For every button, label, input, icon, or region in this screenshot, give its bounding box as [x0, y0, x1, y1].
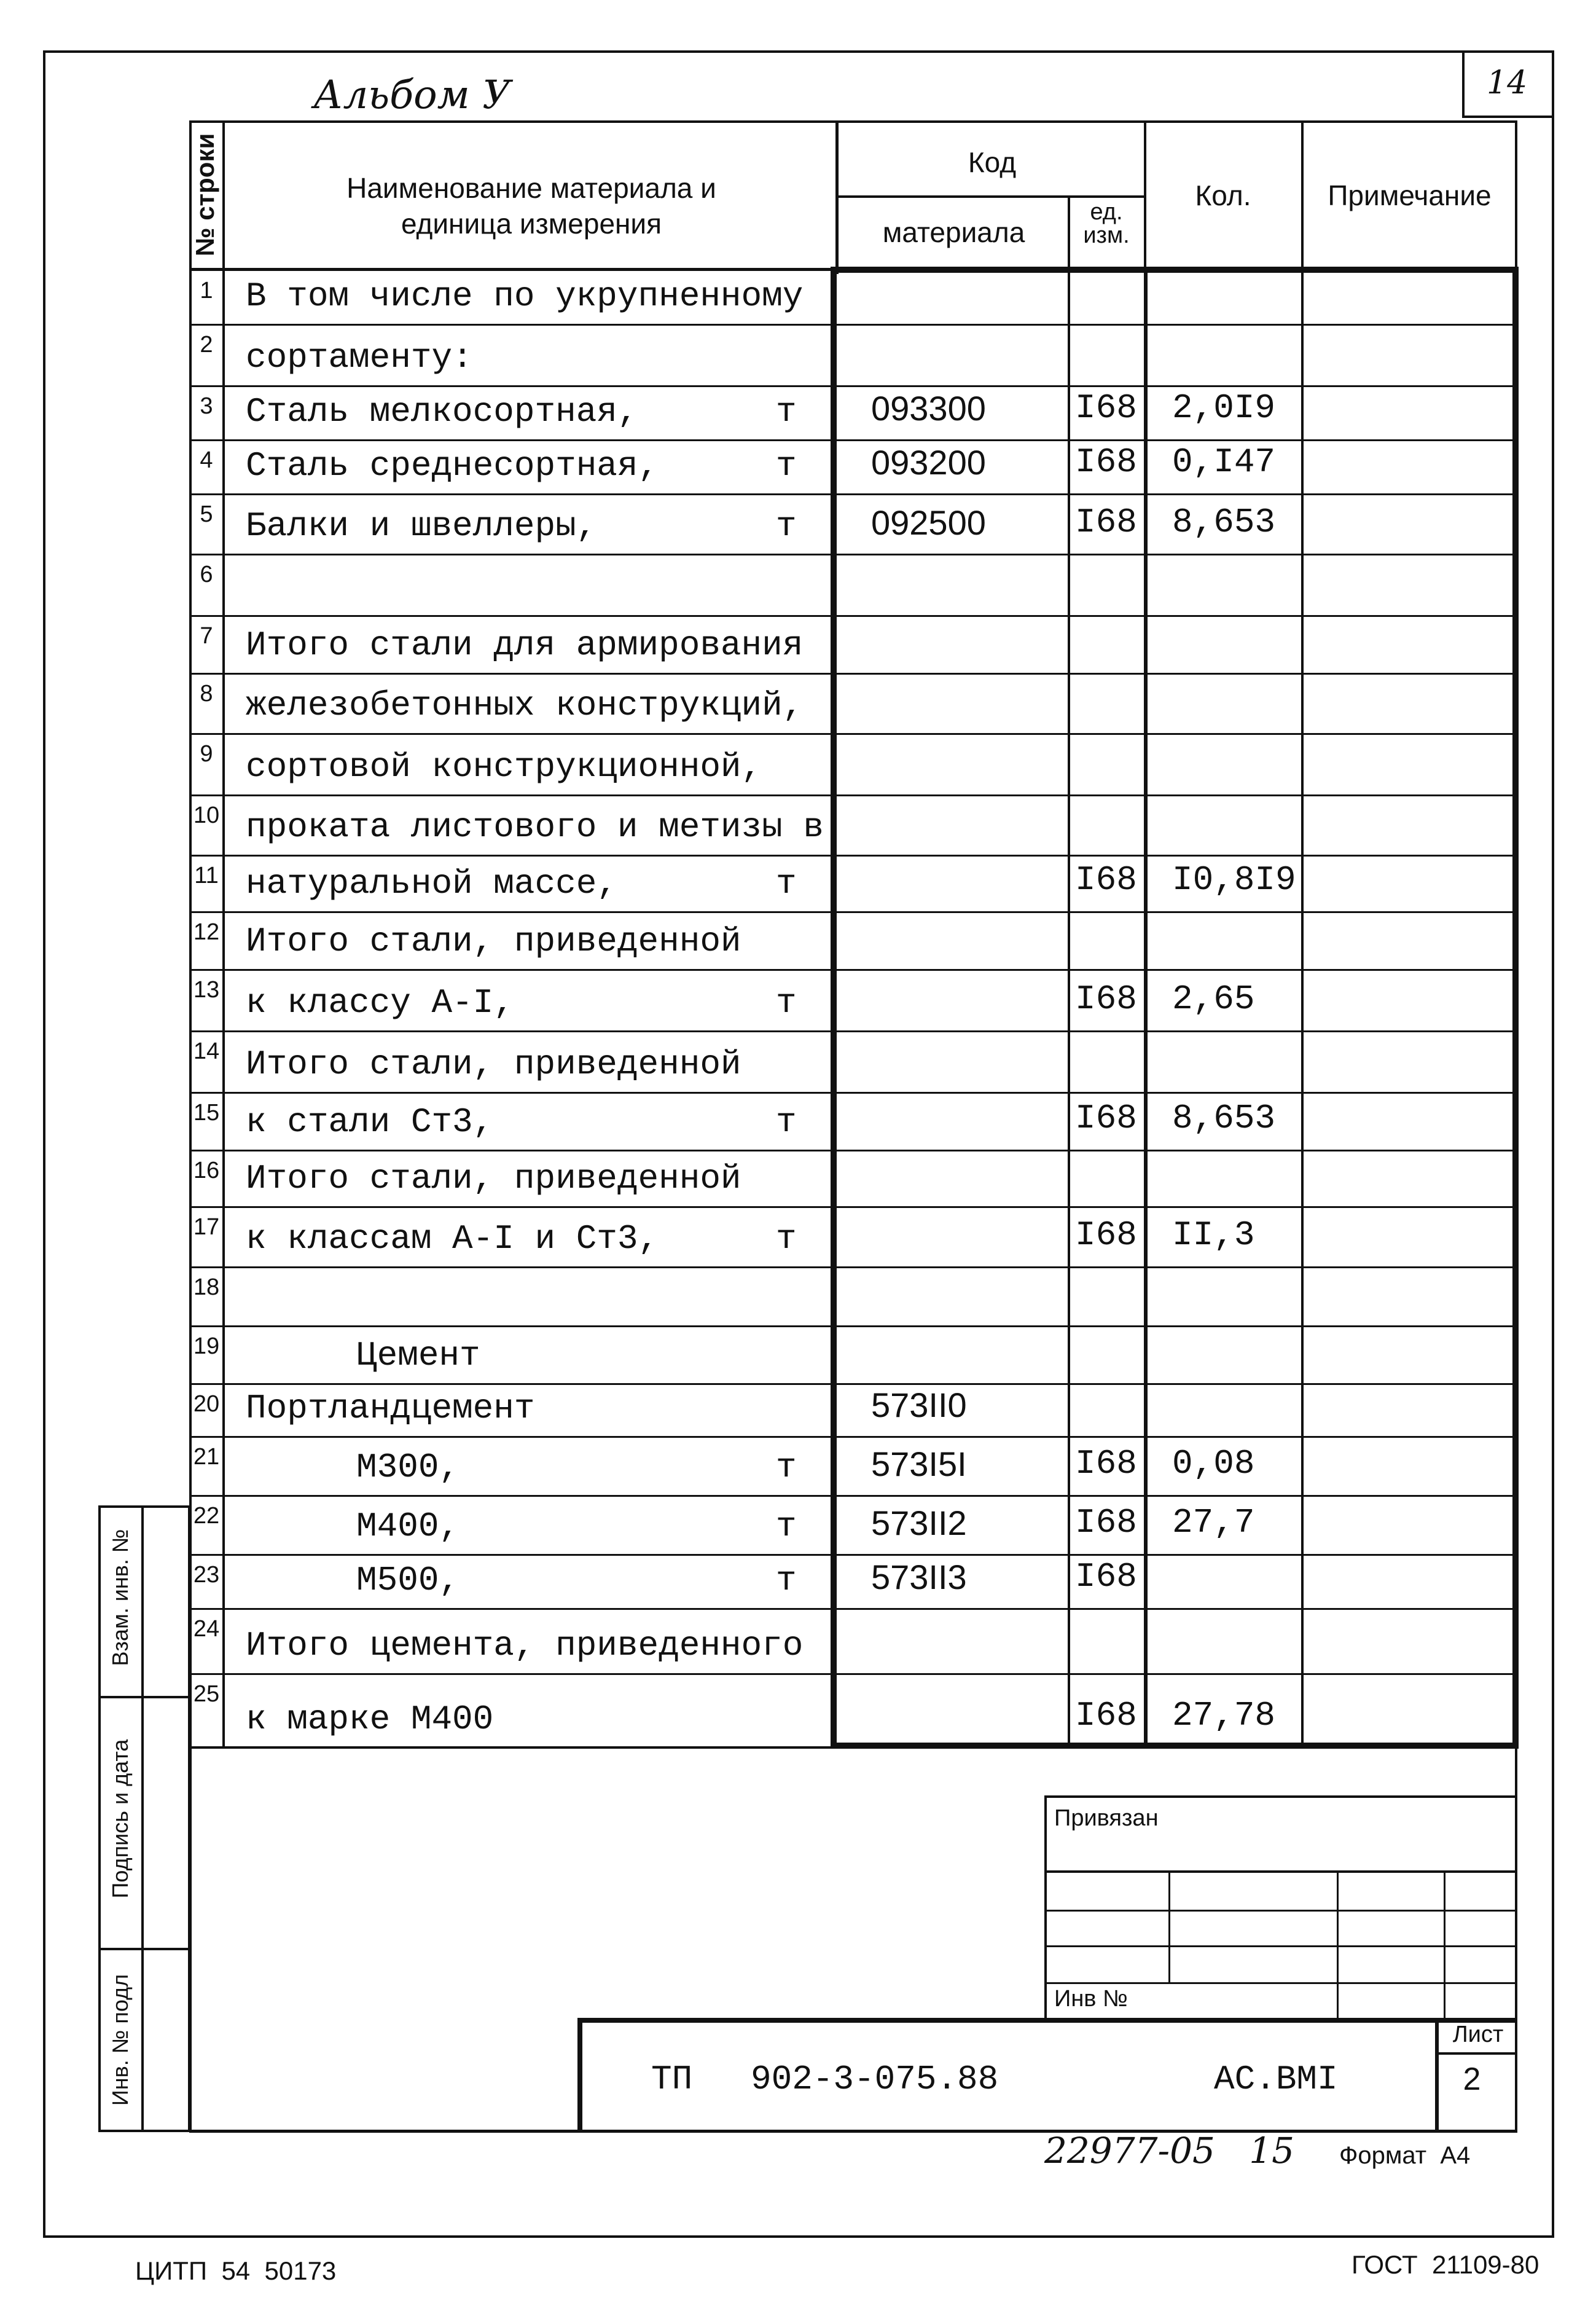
table-row	[189, 387, 1517, 441]
material-name: Итого цемента, приведенного	[246, 1626, 804, 1665]
unit-label: т	[776, 446, 797, 485]
header-code-unit: ед. изм.	[1083, 199, 1130, 248]
unit-label: т	[776, 983, 797, 1022]
material-name: Итого стали для армирования	[246, 626, 804, 665]
quantity: 0,08	[1172, 1444, 1255, 1483]
inv-no-label: Инв №	[1054, 1986, 1128, 2012]
unit-code: I68	[1075, 1215, 1137, 1255]
table-row	[189, 272, 1517, 326]
material-name: к марке М400	[246, 1700, 494, 1739]
row-number: 21	[193, 1444, 220, 1470]
unit-code: I68	[1075, 442, 1137, 482]
row-number: 1	[200, 278, 213, 304]
unit-label: т	[776, 1219, 797, 1258]
table-row	[189, 1032, 1517, 1094]
table-row	[189, 913, 1517, 971]
header-name: Наименование материала и единица измерения	[346, 172, 716, 240]
doc-number: 902-3-075.88	[751, 2060, 999, 2099]
table-row	[189, 1208, 1517, 1268]
material-name: к стали Ст3,	[246, 1102, 494, 1142]
unit-label: т	[776, 1561, 797, 1600]
quantity: 8,653	[1172, 503, 1276, 542]
bottom-handwritten-number: 22977-05 15	[1044, 2130, 1295, 2171]
header-qty: Кол.	[1195, 179, 1251, 211]
row-number: 15	[193, 1100, 220, 1126]
doc-code: АС.ВМI	[1214, 2060, 1338, 2099]
table-row	[189, 555, 1517, 617]
row-number: 13	[193, 977, 220, 1003]
unit-code: I68	[1075, 1557, 1137, 1596]
header-row-no: № строки	[190, 133, 219, 257]
row-number: 17	[193, 1214, 220, 1240]
table-row	[189, 326, 1517, 387]
unit-label: т	[776, 1102, 797, 1142]
table-row	[189, 441, 1517, 495]
unit-code: I68	[1075, 1099, 1137, 1138]
table-row	[189, 735, 1517, 796]
material-name: сортаменту:	[246, 338, 473, 377]
row-number: 12	[193, 919, 220, 945]
list-value: 2	[1463, 2061, 1481, 2097]
format-label: Формат А4	[1339, 2142, 1471, 2169]
material-name: сортовой конструкционной,	[246, 747, 762, 786]
table-row	[189, 971, 1517, 1032]
unit-label: т	[776, 506, 797, 546]
row-number: 8	[200, 681, 213, 707]
quantity: 0,I47	[1172, 442, 1276, 482]
stamp-inv-podl: Инв. № подл	[108, 1974, 133, 2106]
header-code: Код	[968, 146, 1017, 178]
quantity: 8,653	[1172, 1099, 1276, 1138]
table-row	[189, 796, 1517, 857]
material-name: В том числе по укрупненному	[246, 277, 804, 316]
unit-label: т	[776, 1448, 797, 1487]
quantity: II,3	[1172, 1215, 1255, 1255]
material-name: проката листового и метизы в	[246, 807, 824, 847]
unit-label: т	[776, 864, 797, 903]
album-label: Альбом У	[313, 73, 511, 118]
material-code: 092500	[871, 503, 986, 542]
row-number: 22	[193, 1503, 220, 1529]
table-row	[189, 1385, 1517, 1438]
material-name: Сталь мелкосортная,	[246, 392, 638, 431]
row-number: 19	[193, 1333, 220, 1359]
material-name: к классу А-I,	[246, 983, 514, 1022]
material-code: 573II2	[871, 1504, 967, 1542]
material-name: М300,	[356, 1448, 460, 1487]
material-name: Балки и швеллеры,	[246, 506, 597, 546]
table-row	[189, 1151, 1517, 1208]
material-name: Итого стали, приведенной	[246, 1045, 741, 1084]
list-label: Лист	[1452, 2022, 1504, 2047]
material-name: к классам А-I и Ст3,	[246, 1219, 659, 1258]
material-name: натуральной массе,	[246, 864, 617, 903]
stamp-vzam: Взам. инв. №	[108, 1529, 133, 1666]
table-row	[189, 1438, 1517, 1497]
row-number: 7	[200, 623, 213, 649]
unit-label: т	[776, 392, 797, 431]
table-row	[189, 1497, 1517, 1556]
privyazan-label: Привязан	[1054, 1805, 1159, 1831]
doc-tp: ТП	[651, 2060, 693, 2099]
row-number: 25	[193, 1681, 220, 1707]
row-number: 20	[193, 1391, 220, 1417]
header-note: Примечание	[1328, 179, 1492, 211]
quantity: 2,0I9	[1172, 388, 1276, 428]
row-number: 24	[193, 1616, 220, 1642]
table-row	[189, 1556, 1517, 1610]
row-number: 23	[193, 1562, 220, 1588]
row-number: 14	[193, 1038, 220, 1064]
row-number: 3	[200, 393, 213, 419]
quantity: 27,7	[1172, 1503, 1255, 1542]
footer-right: ГОСТ 21109-80	[1352, 2250, 1539, 2279]
footer-left: ЦИТП 54 50173	[135, 2256, 337, 2285]
material-name: Итого стали, приведенной	[246, 922, 741, 961]
table-row	[189, 1268, 1517, 1327]
row-number: 11	[194, 863, 219, 888]
material-name: Портландцемент	[246, 1389, 535, 1428]
material-code: 573II0	[871, 1386, 967, 1424]
table-row	[189, 1610, 1517, 1675]
unit-code: I68	[1075, 503, 1137, 542]
material-name: Итого стали, приведенной	[246, 1159, 741, 1198]
row-number: 4	[200, 447, 213, 473]
table-row	[189, 617, 1517, 675]
header-code-material: материала	[882, 216, 1025, 248]
material-name: железобетонных конструкций,	[246, 686, 804, 725]
material-code: 573I5I	[871, 1445, 967, 1483]
material-code: 093200	[871, 443, 986, 482]
material-code: 573II3	[871, 1558, 967, 1596]
unit-label: т	[776, 1507, 797, 1546]
table-row	[189, 495, 1517, 555]
row-number: 9	[200, 741, 213, 767]
stamp-podpis: Подпись и дата	[108, 1739, 133, 1899]
unit-code: I68	[1075, 388, 1137, 428]
row-number: 16	[193, 1158, 220, 1183]
table-row	[189, 857, 1517, 913]
unit-code: I68	[1075, 1696, 1137, 1735]
material-name: М400,	[356, 1507, 460, 1546]
table-row	[189, 675, 1517, 735]
row-number: 5	[200, 501, 213, 527]
row-number: 2	[200, 332, 213, 358]
unit-code: I68	[1075, 860, 1137, 900]
material-name: Цемент	[356, 1336, 480, 1375]
material-code: 093300	[871, 389, 986, 428]
unit-code: I68	[1075, 1444, 1137, 1483]
quantity: 27,78	[1172, 1696, 1276, 1735]
quantity: I0,8I9	[1172, 860, 1296, 900]
material-name: М500,	[356, 1561, 460, 1600]
corner-number: 14	[1487, 65, 1528, 101]
row-number: 6	[200, 562, 213, 587]
material-name: Сталь среднесортная,	[246, 446, 659, 485]
unit-code: I68	[1075, 1503, 1137, 1542]
table-row	[189, 1094, 1517, 1151]
quantity: 2,65	[1172, 979, 1255, 1019]
table-row	[189, 1675, 1517, 1749]
doc-title-block	[577, 2018, 1517, 2132]
row-number: 10	[193, 802, 220, 828]
unit-code: I68	[1075, 979, 1137, 1019]
row-number: 18	[193, 1274, 220, 1300]
table-row	[189, 1327, 1517, 1385]
